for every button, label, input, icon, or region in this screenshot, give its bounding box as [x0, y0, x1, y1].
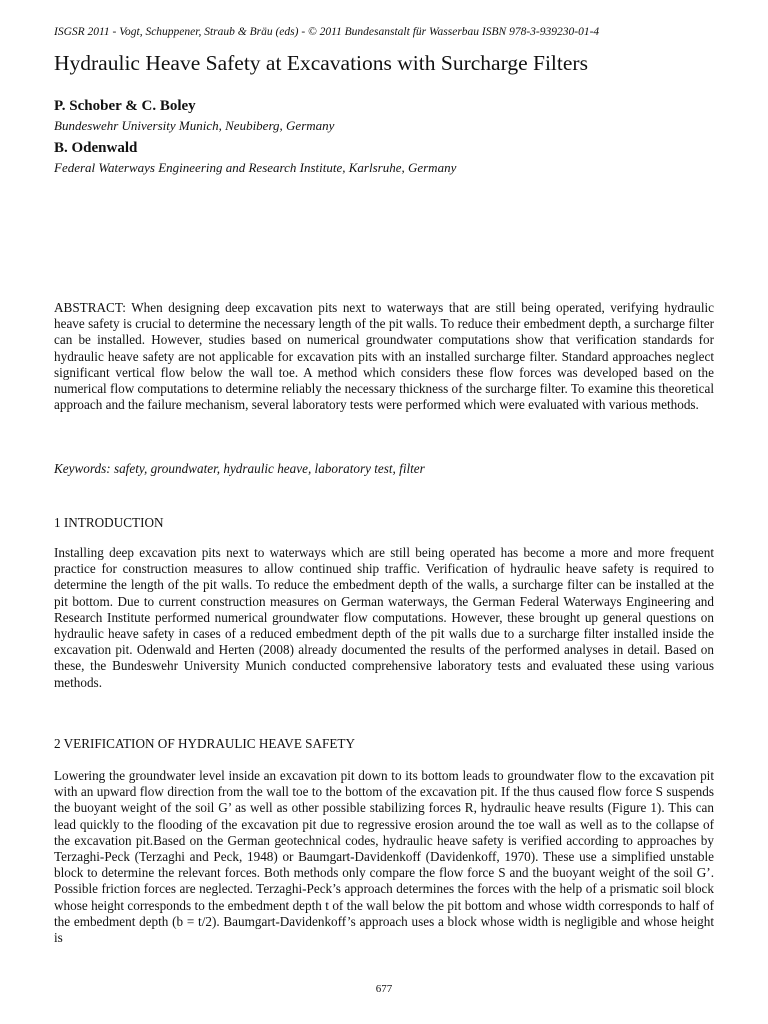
- introduction-paragraph: Installing deep excavation pits next to waterways which are still being operated has become a more and more frequent practice for construction measures to allow continued ship traffic. Verification of hydraulic heave safety is required to determine the length of the pit walls. To reduce the embedment depth of the walls, a surcharge filter can be installed at the pit bottom. Due to current construction measures on German waterways, the German Federal Waterways Engineering and Research Institute performed numerical groundwater flow computations. However, these brought up general questions on hydraulic heave safety in cases of a reduced embedment depth of the pit walls due to a surcharge filter installed inside the excavation pit. Odenwald and Herten (2008) already documented the results of the performed analyses in detail. Based on these, the Bundeswehr University Munich conducted comprehensive laboratory tests and evaluated these using various methods.: [54, 545, 714, 690]
- author-names-1: P. Schober & C. Boley: [54, 98, 196, 114]
- page-number: 677: [375, 983, 393, 995]
- section-heading-verification: 2 VERIFICATION OF HYDRAULIC HEAVE SAFETY: [54, 736, 356, 751]
- proceedings-citation: ISGSR 2011 - Vogt, Schuppener, Straub & Bräu (eds) - © 2011 Bundesanstalt für Wasserbau ISBN 978-3-939230-01-4: [54, 26, 600, 38]
- author-affiliation-2: Federal Waterways Engineering and Research Institute, Karlsruhe, Germany: [54, 160, 457, 175]
- paper-page: [54, 0, 714, 1024]
- keywords: Keywords: safety, groundwater, hydraulic heave, laboratory test, filter: [54, 461, 425, 476]
- paper-title: Hydraulic Heave Safety at Excavations with Surcharge Filters: [54, 51, 588, 75]
- author-names-2: B. Odenwald: [54, 140, 138, 156]
- abstract: ABSTRACT: When designing deep excavation pits next to waterways that are still being operated, verifying hydraulic heave safety is crucial to determine the necessary length of the pit walls. To reduce their embedment depth, a surcharge filter can be installed. However, studies based on numerical groundwater computations show that verification standards for hydraulic heave safety are not applicable for excavation pits with an installed surcharge filter. Standard approaches neglect significant vertical flow below the wall toe. A method which considers these flow forces was developed based on the numerical flow computations to determine reliably the necessary thickness of the surcharge filter. To examine this theoretical approach and the failure mechanism, several laboratory tests were performed which were evaluated with various methods.: [54, 300, 714, 413]
- author-affiliation-1: Bundeswehr University Munich, Neubiberg, Germany: [54, 118, 335, 133]
- section-heading-introduction: 1 INTRODUCTION: [54, 515, 164, 530]
- verification-paragraph: Lowering the groundwater level inside an excavation pit down to its bottom leads to groundwater flow to the excavation pit with an upward flow direction from the wall toe to the bottom of the excavation pit. If the thus caused flow force S suspends the buoyant weight of the soil G’ as well as other possible stabilizing forces R, hydraulic heave results (Figure 1). This can lead quickly to the flooding of the excavation pit due to regressive erosion around the toe wall as well as to the collapse of the excavation pit.Based on the German geotechnical codes, hydraulic heave safety is verified according to approaches by Terzaghi-Peck (Terzaghi and Peck, 1948) or Baumgart-Davidenkoff (Davidenkoff, 1970). These use a simplified unstable block to determine the relevant forces. Both methods only compare the flow force S and the buoyant weight of the soil G’. Possible friction forces are neglected. Terzaghi-Peck’s approach determines the forces with the help of a prismatic soil block whose height corresponds to the embedment depth t of the wall below the pit bottom and whose width corresponds to half of the embedment depth (b = t/2). Baumgart-Davidenkoff’s approach uses a block whose width is negligible and whose height is: [54, 768, 714, 946]
